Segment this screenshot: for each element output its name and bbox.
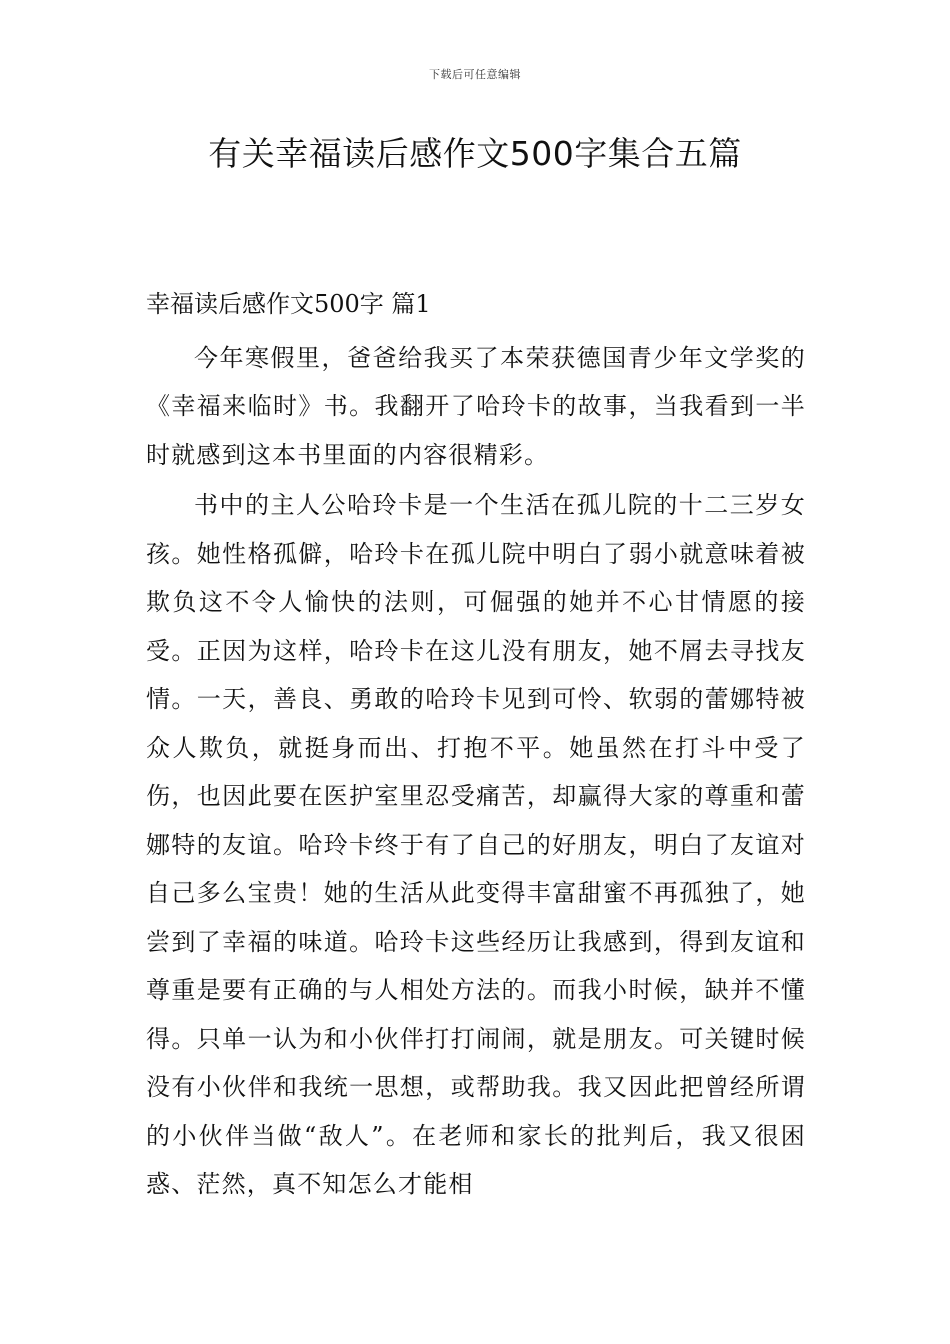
header-note: 下载后可任意编辑 <box>429 68 521 81</box>
document-title: 有关幸福读后感作文500字集合五篇 <box>208 134 742 173</box>
document-body <box>146 280 806 1211</box>
section-heading: 幸福读后感作文500字 篇1 <box>146 290 431 318</box>
paragraph: 书中的主人公哈玲卡是一个生活在孤儿院的十二三岁女孩。她性格孤僻，哈玲卡在孤儿院中明白了弱小就意味着被欺负这不令人愉快的法则，可倔强的她并不心甘情愿的接受。正因为这样，哈玲卡在这儿没有朋友，她不屑去寻找友情。一天，善良、勇敢的哈玲卡见到可怜、软弱的蕾娜特被众人欺负，就挺身而出、打抱不平。她虽然在打斗中受了伤，也因此要在医护室里忍受痛苦，却赢得大家的尊重和蕾娜特的友谊。哈玲卡终于有了自己的好朋友，明白了友谊对自己多么宝贵！她的生活从此变得丰富甜蜜不再孤独了，她尝到了幸福的味道。哈玲卡这些经历让我感到，得到友谊和尊重是要有正确的与人相处方法的。而我小时候，缺并不懂得。只单一认为和小伙伴打打闹闹，就是朋友。可关键时候没有小伙伴和我统一思想，或帮助我。我又因此把曾经所谓的小伙伴当做“敌人”。在老师和家长的批判后，我又很困惑、茫然，真不知怎么才能相 <box>146 491 806 1198</box>
paragraph: 今年寒假里，爸爸给我买了本荣获德国青少年文学奖的《幸福来临时》书。我翻开了哈玲卡的故事，当我看到一半时就感到这本书里面的内容很精彩。 <box>146 343 806 469</box>
